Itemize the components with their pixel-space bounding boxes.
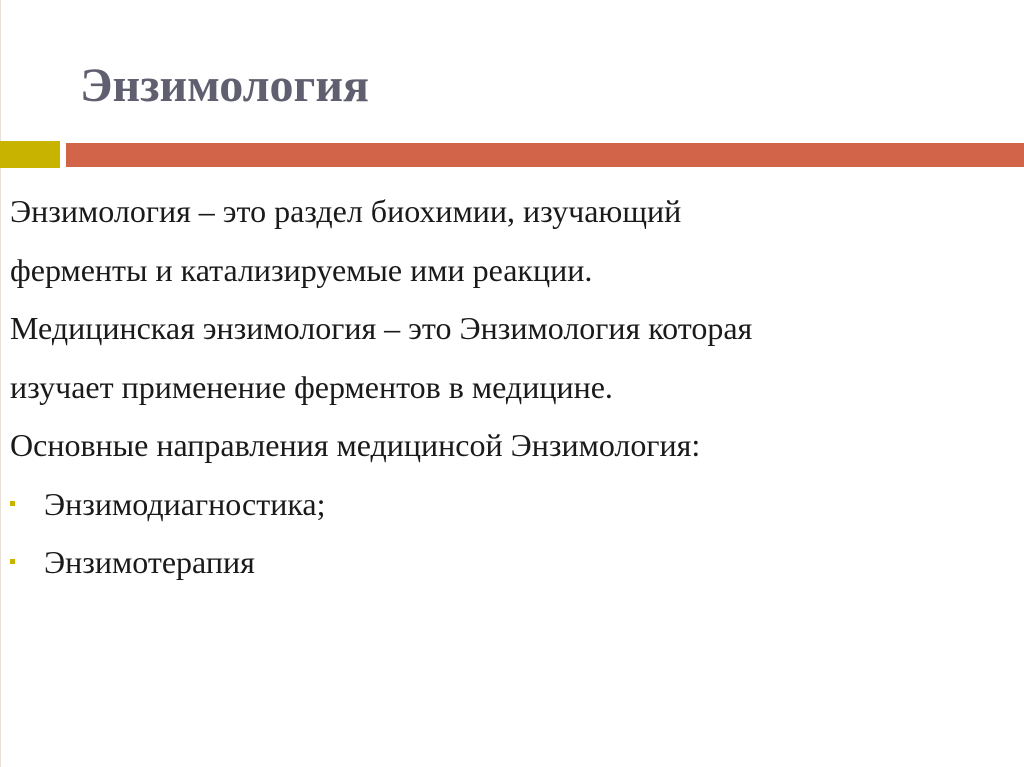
slide-title: Энзимология <box>80 59 369 112</box>
slide-body <box>10 182 1010 592</box>
bullet-item <box>10 533 1010 592</box>
accent-bar-red <box>66 143 1024 167</box>
paragraph-line: ферменты и катализируемые ими реакции. <box>10 251 593 288</box>
bullet-text: Энзимотерапия <box>44 544 255 580</box>
slide-border <box>0 0 1 767</box>
bullet-square-icon <box>10 501 15 506</box>
paragraph-line: Медицинская энзимология – это Энзимология которая <box>10 310 753 346</box>
paragraph-line: изучает применение ферментов в медицине. <box>10 368 613 405</box>
bullet-item <box>10 475 1010 534</box>
accent-bar-gold <box>0 141 60 168</box>
bullet-text: Энзимодиагностика; <box>44 485 326 522</box>
paragraph-line: Энзимология – это раздел биохимии, изучающий <box>10 193 682 229</box>
bullet-square-icon <box>10 559 15 564</box>
paragraph-line: Основные направления медицинсой Энзимология: <box>10 427 701 463</box>
